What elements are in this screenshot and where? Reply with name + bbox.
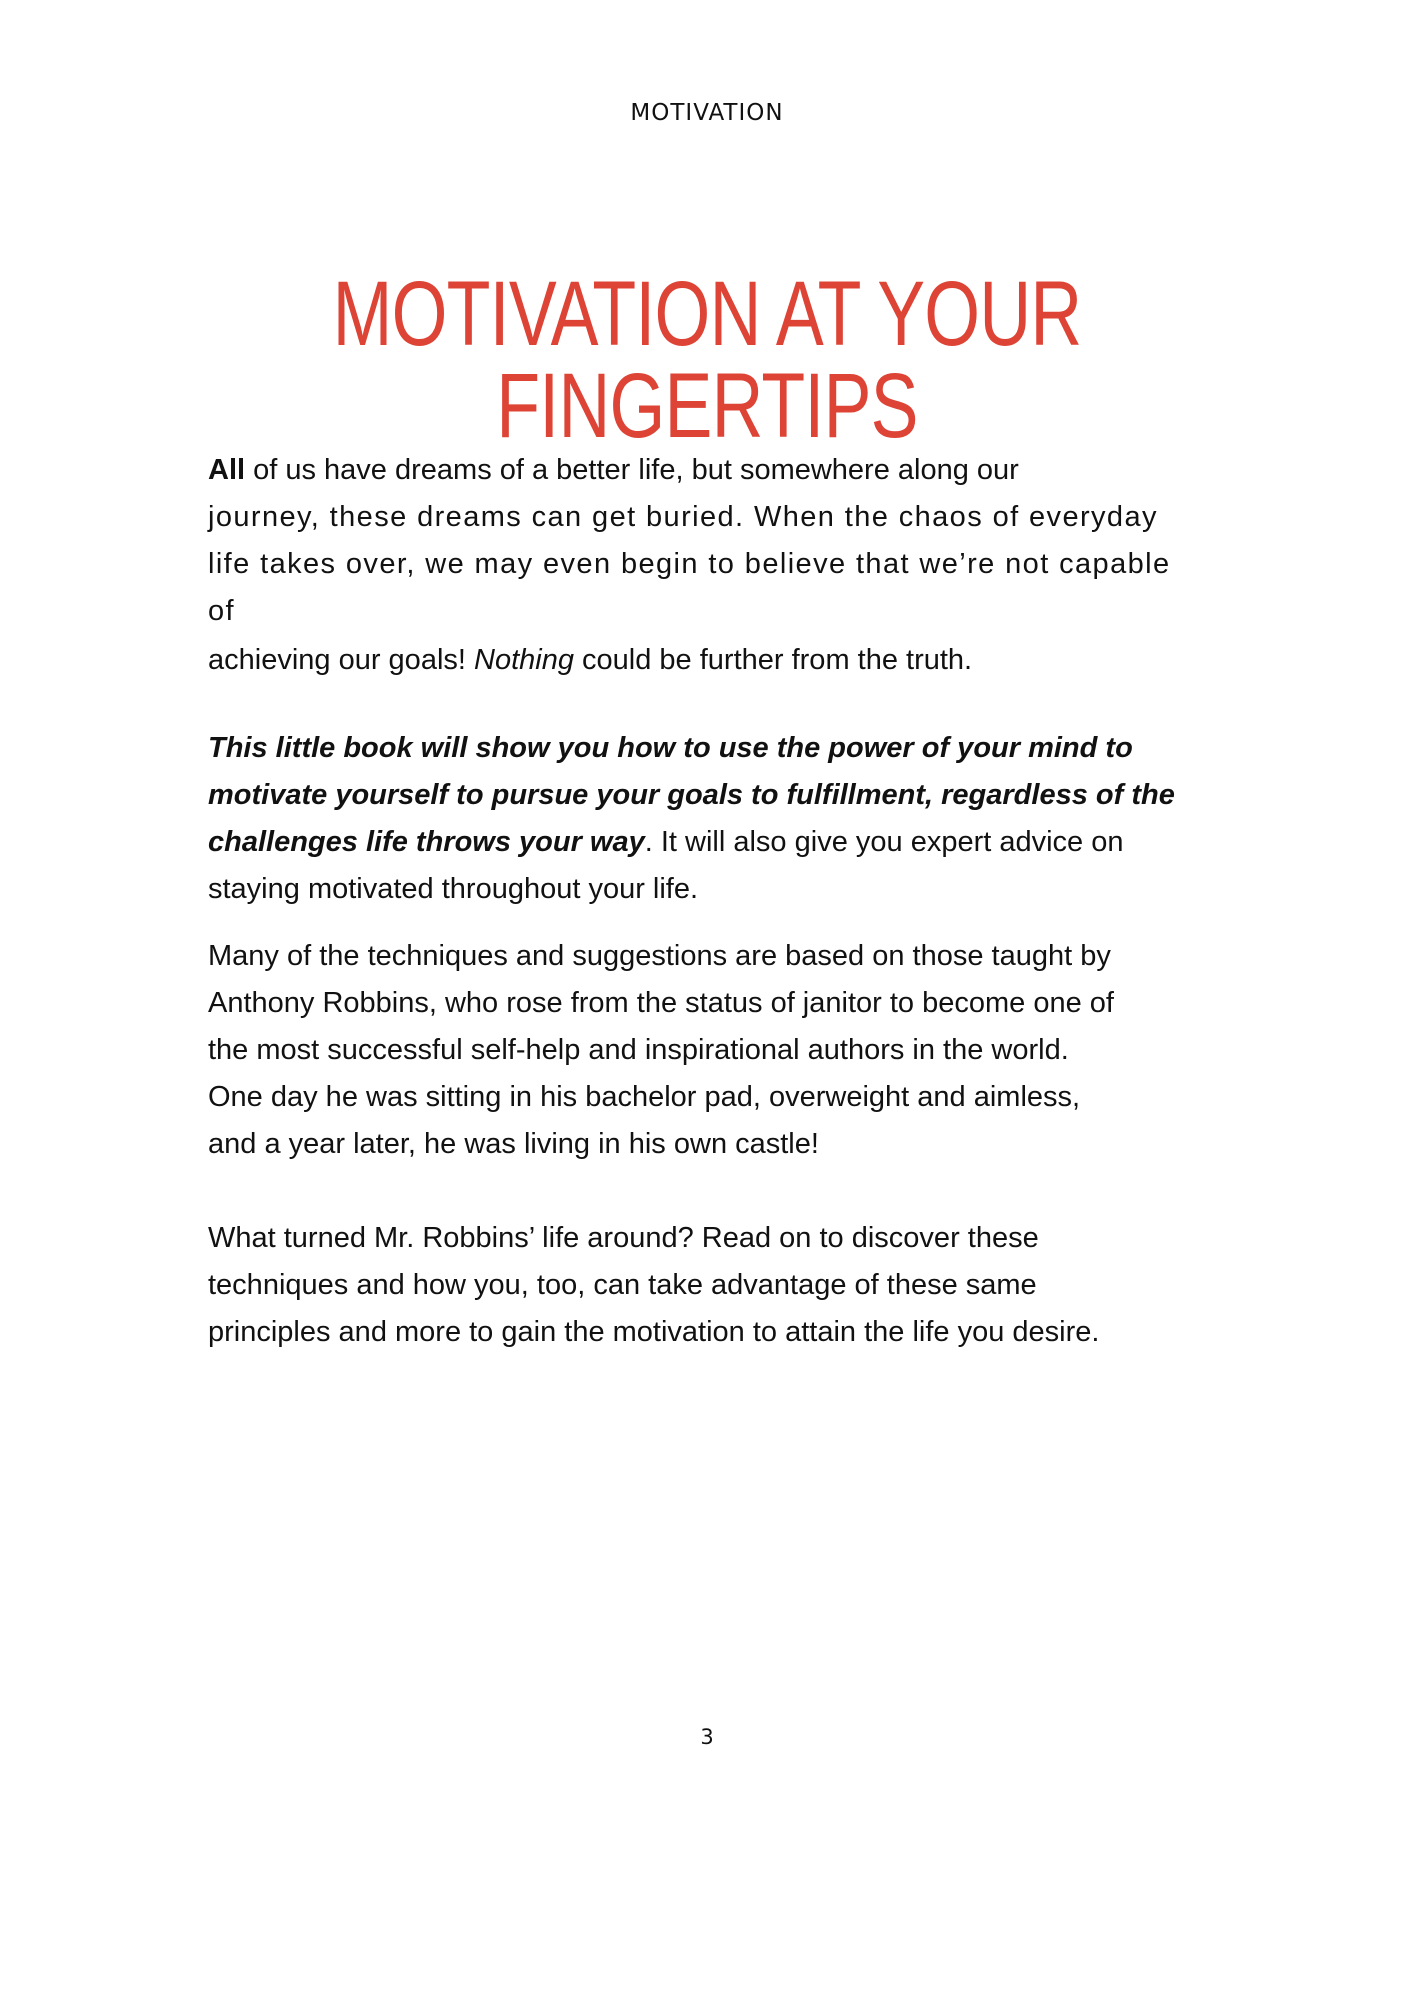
paragraph-robbins-line-1: Many of the techniques and suggestions are based on those taught by — [208, 940, 1111, 972]
lead-bold-word: All — [208, 454, 246, 486]
paragraph-intro-line-3: life takes over, we may even begin to believe that we’re not capable — [208, 548, 1171, 580]
paragraph-read-on — [208, 1215, 1208, 1356]
emphasis-line-2: motivate yourself to pursue your goals to fulfillment, regardless of the — [208, 779, 1175, 811]
paragraph-intro-line-5 — [208, 637, 1208, 684]
paragraph-book-purpose-line-4: staying motivated throughout your life. — [208, 873, 699, 905]
paragraph-book-purpose — [208, 725, 1208, 913]
emphasis-line-3: challenges life throws your way — [208, 826, 645, 858]
paragraph-book-purpose-line-3-rest: . It will also give you expert advice on — [644, 826, 1124, 858]
paragraph-intro-spaced-lines — [208, 494, 1208, 635]
paragraph-intro-first-line — [208, 447, 1208, 494]
paragraph-robbins-line-5: and a year later, he was living in his own castle! — [208, 1128, 819, 1160]
paragraph-intro-line-2: journey, these dreams can get buried. When the chaos of everyday — [208, 501, 1158, 533]
paragraph-robbins-line-4: One day he was sitting in his bachelor pad, overweight and aimless, — [208, 1081, 1081, 1113]
paragraph-intro-line-4: of — [208, 595, 235, 627]
paragraph-intro-line-5-start: achieving our goals! — [208, 644, 474, 676]
paragraph-intro-line-5-end: could be further from the truth. — [573, 644, 973, 676]
paragraph-anthony-robbins — [208, 933, 1208, 1168]
paragraph-book-purpose-line-3 — [208, 819, 1208, 866]
paragraph-intro-line-1-rest: of us have dreams of a better life, but somewhere along our — [245, 454, 1019, 486]
paragraph-intro-last-line — [208, 637, 1208, 684]
page-number: 3 — [700, 1725, 714, 1749]
running-header: MOTIVATION — [630, 100, 784, 126]
paragraph-read-on-line-3: principles and more to gain the motivation to attain the life you desire. — [208, 1316, 1100, 1348]
paragraph-intro-line-1 — [208, 447, 1208, 494]
paragraph-read-on-line-1: What turned Mr. Robbins’ life around? Read on to discover these — [208, 1222, 1039, 1254]
emphasis-line-1: This little book will show you how to use the power of your mind to — [208, 732, 1133, 764]
paragraph-robbins-line-3: the most successful self-help and inspirational authors in the world. — [208, 1034, 1069, 1066]
paragraph-robbins-line-2: Anthony Robbins, who rose from the status of janitor to become one of — [208, 987, 1114, 1019]
italic-word: Nothing — [474, 644, 574, 676]
page-title: MOTIVATION AT YOUR FINGERTIPS — [332, 263, 1082, 457]
paragraph-read-on-line-2: techniques and how you, too, can take advantage of these same — [208, 1269, 1037, 1301]
